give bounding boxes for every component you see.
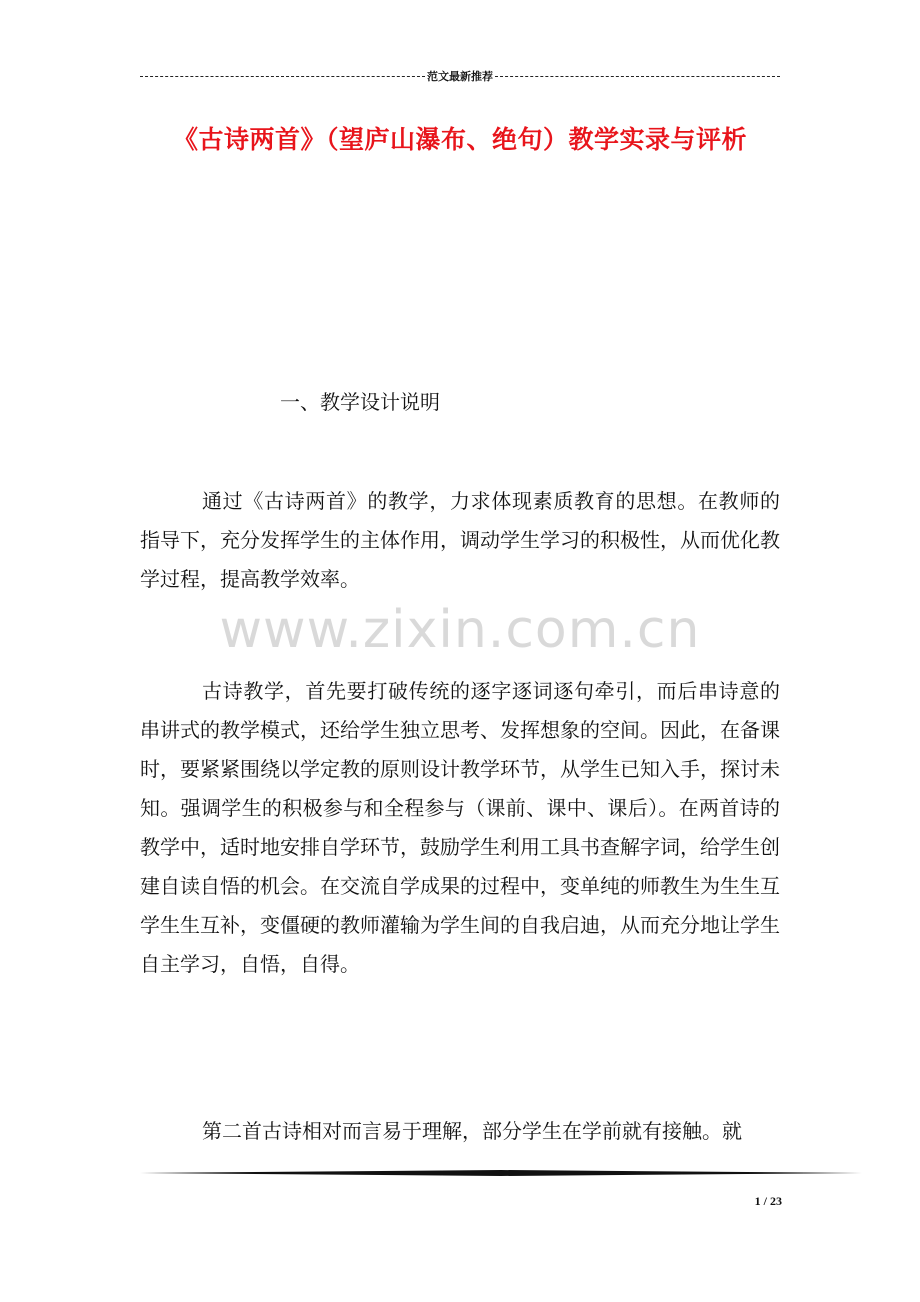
section-heading: 一、教学设计说明 [280,390,440,414]
page-header [140,68,780,84]
paragraph-2: 古诗教学，首先要打破传统的逐字逐词逐句牵引，而后串诗意的串讲式的教学模式，还给学生独立思考、发挥想象的空间。因此，在备课时，要紧紧围绕以学定教的原则设计教学环节，从学生已知入手，探讨未知。强调学生的积极参与和全程参与（课前、课中、课后）。在两首诗的教学中，适时地安排自学环节，鼓励学生利用工具书查解字词，给学生创建自读自悟的机会。在交流自学成果的过程中，变单纯的师教生为生生互学生生互补，变僵硬的教师灌输为学生间的自我启迪，从而充分地让学生自主学习，自悟，自得。 [140,679,780,976]
watermark-text: www.zixin.com.cn [219,600,701,660]
header-label: 范文最新推荐 [427,70,493,83]
paragraph-3: 第二首古诗相对而言易于理解，部分学生在学前就有接触。就 [202,1119,742,1143]
header-dash-left [140,76,425,77]
paragraph-1: 通过《古诗两首》的教学，力求体现素质教育的思想。在教师的指导下，充分发挥学生的主体作用，调动学生学习的积极性，从而优化教学过程，提高教学效率。 [140,489,780,591]
header-dash-right [495,76,780,77]
footer-rule [140,1170,862,1176]
page-number: 1 / 23 [754,1194,782,1208]
document-title: 《古诗两首》（望庐山瀑布、绝句）教学实录与评析 [172,125,747,154]
